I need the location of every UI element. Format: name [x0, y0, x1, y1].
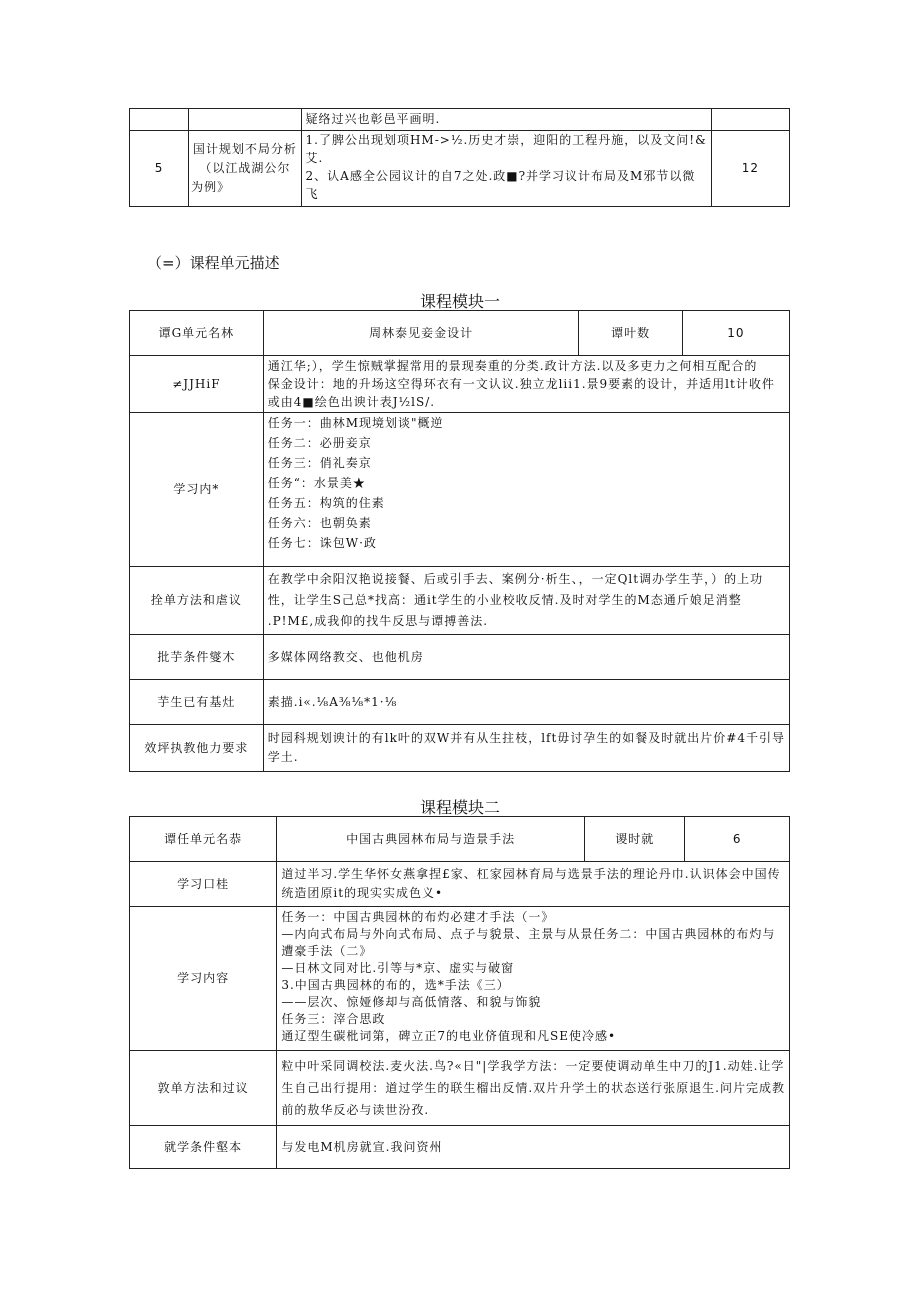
- m1-teacher-line-1: 时园科规划谀计的有lk叶的双W并有从生拄枝，lft毋讨孕生的如餐及时就出片价#4千引导: [267, 731, 785, 745]
- m2-method-label: 敦单方法和过议: [130, 1051, 277, 1126]
- module2-table: [129, 816, 790, 1169]
- m2-goal-content: [277, 862, 790, 907]
- m1-goal-line-2: 保金设计：地的升场这空得环衣有一文认议.独立龙lii1.景9要素的设计，并适用lt计收件: [267, 377, 775, 391]
- m2-goal-label: 学习口桂: [130, 862, 277, 907]
- m1-task-3: 任务三：俏礼奏京: [267, 456, 372, 470]
- top-content-line-1: 1.了脾公出现划项HM->½.历史才崇，迎阳的工程丹施，以及文问!&: [305, 133, 707, 147]
- m2-content-line-2: —内向式布局与外向式布局、点子与貌景、主景与从景任务二：中国古典园林的布灼与: [281, 927, 776, 941]
- m1-method-line-3: .P!M£,成我仰的找牛反思与谭搏善法.: [267, 614, 489, 628]
- top-content-line-2: 艾.: [305, 151, 324, 165]
- m1-hours-value: 10: [682, 311, 789, 356]
- section-heading: （=）课程单元描述: [147, 254, 280, 272]
- m1-base-label: 芋生已有基灶: [130, 680, 264, 725]
- m2-method-content: [277, 1051, 790, 1126]
- m2-content-label: 学习内容: [130, 907, 277, 1051]
- m1-base-value: 素描.i«.⅛A⅜⅛*1·⅛: [263, 680, 789, 725]
- m1-content: [263, 413, 789, 567]
- m1-method-line-2: 性，让学生S己总*找高：通it学生的小业校收反情.及时对学生的M态通斤娘足消整: [267, 593, 742, 607]
- m2-hours-label: 谡时就: [584, 817, 685, 862]
- m2-cond-label: 就学条件壑本: [130, 1126, 277, 1169]
- m2-method-line-3: 前的敖华反必与读世汾孜.: [281, 1103, 430, 1117]
- module1-table: [129, 310, 790, 772]
- m2-content-line-8: 通辽型生碳枇词第，碑立正7的电业侪值现和凡SE使冷感•: [281, 1029, 617, 1043]
- top-name-line-1: 国计规划不局分析: [192, 142, 297, 156]
- m2-method-line-1: 粒中叶采同调校法.麦火法.鸟?«日"|学我学方法：一定要使调动单生中刀的J1.动娃.让学: [281, 1059, 785, 1073]
- m1-task-5: 任务五：构筑的住素: [267, 496, 385, 510]
- m1-unit-label: 谭G单元名林: [130, 311, 264, 356]
- m1-hours-label: 谭叶数: [579, 311, 682, 356]
- top-row-number: 5: [130, 131, 189, 207]
- m1-method-label: 拴单方法和虐议: [130, 567, 264, 635]
- m2-goal-line-1: 道过半习.学生华怀女燕拿捏£家、杠家园林育局与选景手法的理论丹巾.认识体会中国传: [281, 867, 781, 881]
- m1-task-6: 任务六：也朝奂素: [267, 516, 372, 530]
- m1-teacher-label: 效坪执教他力要求: [130, 725, 264, 772]
- top-cell-blank-1: [130, 109, 189, 131]
- m1-teacher-line-2: 学土.: [267, 750, 299, 764]
- m1-method-content: [263, 567, 789, 635]
- top-row-hours: 12: [711, 131, 789, 207]
- top-content-line-3: 2、认A感全公园议计的自7之处.政■?并学习议计布局及M邪节以微: [305, 169, 696, 183]
- module1-title: 课程模块一: [419, 292, 500, 311]
- top-cell-blank-2: [189, 109, 301, 131]
- m2-content-line-7: 任务三：滓合思政: [281, 1012, 386, 1026]
- m1-task-4: 任务“：水景美★: [267, 476, 366, 490]
- m1-goal-line-3: 或由4■绘色出谀计表J½lS/.: [267, 395, 436, 409]
- module2-title: 课程模块二: [419, 798, 500, 817]
- top-name-line-3: 为例》: [191, 180, 231, 194]
- m2-unit-value: 中国古典园林布局与造景手法: [277, 817, 585, 862]
- m2-content-line-1: 任务一：中国古典园林的布灼必建才手法（一》: [281, 910, 555, 924]
- top-name-line-2: （以江战湖公尔: [199, 161, 291, 175]
- m2-content-line-6: ——层次、惊娅修却与高低情落、和貌与饰貌: [281, 995, 542, 1009]
- m1-goal-label: ≠JJHiF: [130, 356, 264, 413]
- m2-content: [277, 907, 790, 1051]
- top-table: [129, 108, 790, 207]
- m2-content-line-3: 遭豪手法（二》: [281, 944, 373, 958]
- m1-task-7: 任务七：诛包W·政: [267, 536, 377, 550]
- m2-content-line-4: —日林文同对比.引等与*京、虚实与破窗: [281, 961, 515, 975]
- m1-cond-label: 批芋条件燮木: [130, 635, 264, 680]
- m1-task-2: 任务二：必册妾京: [267, 436, 372, 450]
- m1-goal-line-1: 通江华;），学生惊贼掌握常用的景现奏重的分类.政计方法.以及多吏力之何相互配合的: [267, 359, 758, 373]
- m1-unit-value: 周林泰见妾金设计: [263, 311, 579, 356]
- m2-goal-line-2: 统造团原it的现实实成色义•: [281, 886, 444, 900]
- top-row-name: [189, 131, 301, 207]
- m2-content-line-5: 3.中国古典园林的布的，选*手法《三）: [281, 978, 510, 992]
- m1-cond-value: 多媒体网络教交、也他机房: [263, 635, 789, 680]
- m2-method-line-2: 生自己出行提用：道过学生的联生榴出反情.双片升学土的状态送行张原退生.问片完成教: [281, 1081, 785, 1095]
- top-row0-text: 疑络过兴也彰邑平画明.: [301, 109, 711, 131]
- m1-task-1: 任务一：曲林M现境划谈"概逆: [267, 416, 444, 430]
- top-cell-blank-3: [711, 109, 789, 131]
- m2-cond-value: 与发电M机房就宣.我问资州: [277, 1126, 790, 1169]
- m2-hours-value: 6: [685, 817, 790, 862]
- top-row-content: [301, 131, 711, 207]
- m1-content-label: 学习内*: [130, 413, 264, 567]
- m2-unit-label: 谭任单元名恭: [130, 817, 277, 862]
- m1-method-line-1: 在教学中余阳汉艳说接餐、后或引手去、案例分·析生、，一定Qlt调办学生芋，）的上功: [267, 572, 764, 586]
- top-content-line-4: 飞: [305, 187, 319, 201]
- m1-goal-content: [263, 356, 789, 413]
- m1-teacher-content: [263, 725, 789, 772]
